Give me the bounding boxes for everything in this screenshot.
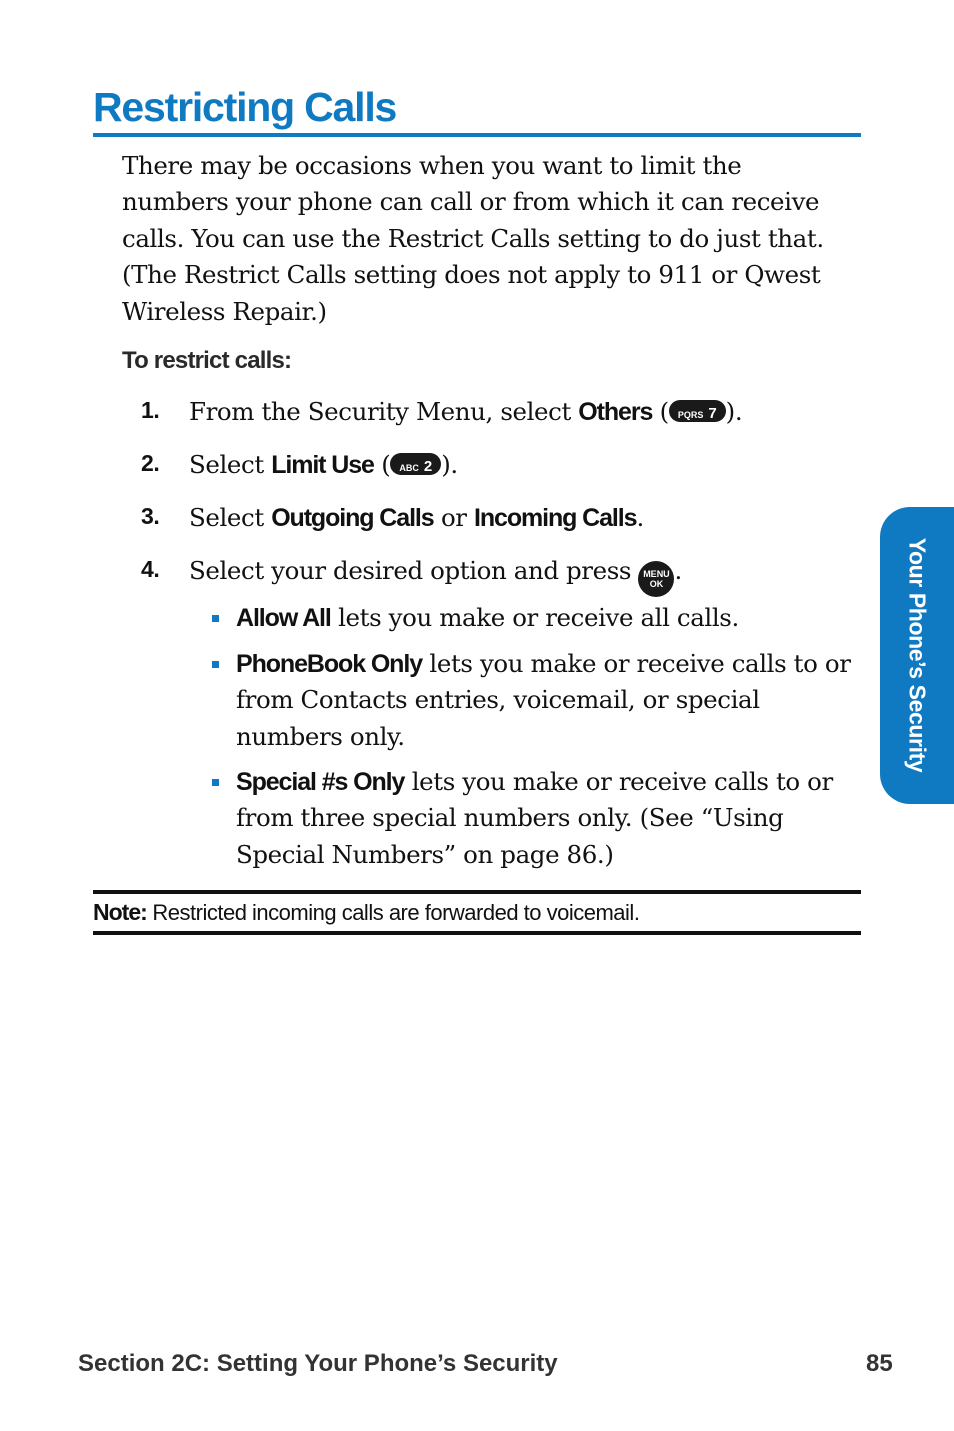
side-tab-label: Your Phone’s Security — [904, 537, 931, 773]
bullet-square-icon — [212, 661, 219, 668]
intro-paragraph: There may be occasions when you want to limit the numbers your phone can call or from which it can receive calls. You can use the Restrict Calls setting to do just that. (The Restrict Calls setting does not apply to 911 or Qwest Wireless Repair.) — [122, 151, 824, 326]
step-number: 2. — [141, 450, 160, 476]
note-label: Note: — [93, 899, 147, 925]
bullet-square-icon — [212, 615, 219, 622]
footer-section-title: Section 2C: Setting Your Phone’s Security — [78, 1350, 558, 1377]
key-7-icon: PQRS 7 — [669, 400, 726, 422]
step-text: From the Security Menu, select Others ( PQRS 7 ). — [189, 397, 743, 426]
bullet-allow-all: Allow All lets you make or receive all calls. — [236, 600, 858, 636]
title-underline — [93, 133, 861, 137]
option-special-numbers-only: Special #s Only — [236, 768, 405, 796]
bullet-phonebook-only: PhoneBook Only lets you make or receive calls to or from Contacts entries, voicemail, or special numbers only. — [236, 646, 858, 755]
note-box — [93, 899, 639, 926]
step-text: Select Outgoing Calls or Incoming Calls. — [189, 503, 644, 532]
page-title: Restricting Calls — [93, 84, 397, 130]
menu-option-limit-use: Limit Use — [271, 451, 374, 479]
step-number: 4. — [141, 556, 160, 582]
menu-option-others: Others — [578, 398, 653, 426]
menu-option-outgoing-calls: Outgoing Calls — [271, 504, 434, 532]
step-number: 1. — [141, 397, 160, 423]
step-number: 3. — [141, 503, 160, 529]
menu-option-incoming-calls: Incoming Calls — [474, 504, 637, 532]
step-text: Select Limit Use ( ABC 2 ). — [189, 450, 458, 479]
bullet-square-icon — [212, 779, 219, 786]
note-text: Restricted incoming calls are forwarded to voicemail. — [146, 900, 640, 925]
procedure-heading: To restrict calls: — [122, 347, 292, 374]
bullet-special-numbers-only: Special #s Only lets you make or receive calls to or from three special numbers only. (See “Using Special Numbers” on page 86.) — [236, 764, 858, 873]
note-top-rule — [93, 890, 861, 894]
step-text: Select your desired option and press MENU OK . — [189, 556, 682, 597]
menu-ok-key-icon: MENU OK — [638, 561, 674, 597]
page-number: 85 — [866, 1350, 893, 1377]
key-2-icon: ABC 2 — [390, 453, 441, 475]
option-allow-all: Allow All — [236, 604, 331, 632]
option-phonebook-only: PhoneBook Only — [236, 650, 423, 678]
note-bottom-rule — [93, 931, 861, 935]
section-side-tab — [880, 507, 954, 804]
